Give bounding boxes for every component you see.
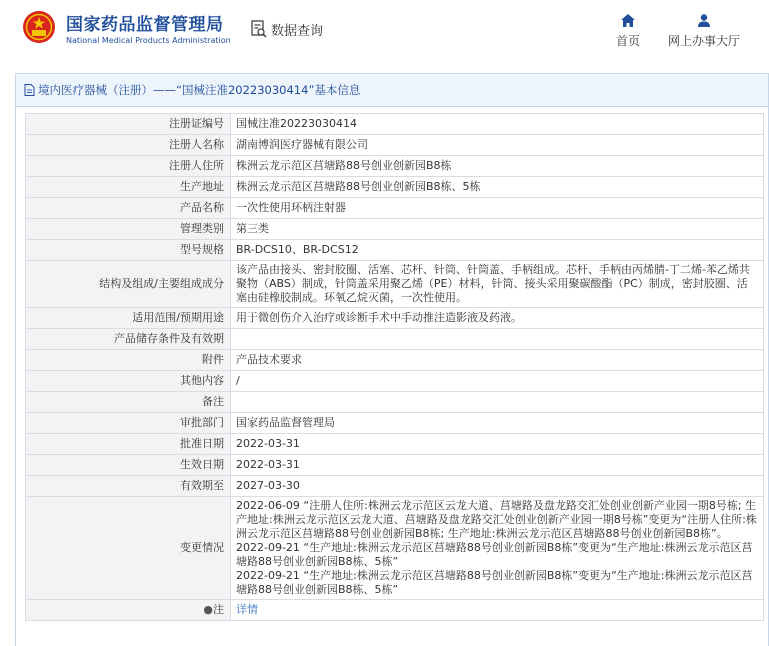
- field-label: 变更情况: [26, 497, 231, 600]
- table-row: [26, 135, 764, 156]
- field-label: 有效期至: [26, 476, 231, 497]
- field-value: 2027-03-30: [231, 476, 764, 497]
- panel-title-bar: [16, 74, 768, 107]
- table-row-changes: [26, 497, 764, 600]
- field-label: 注: [213, 603, 224, 616]
- nav-home-label: 首页: [615, 34, 640, 48]
- field-value: 国家药品监督管理局: [231, 413, 764, 434]
- document-icon: [24, 84, 35, 96]
- field-value: 国械注准20223030414: [231, 114, 764, 135]
- nav-online-service[interactable]: [664, 14, 744, 49]
- change-entry: 2022-09-21 “生产地址:株洲云龙示范区莒塘路88号创业创新园B8栋”变更为“生产地址:株洲云龙示范区莒塘路88号创业创新园B8栋、5栋”: [236, 569, 753, 596]
- table-row: [26, 308, 764, 329]
- table-row: [26, 177, 764, 198]
- nav-online-label: 网上办事大厅: [667, 34, 740, 48]
- field-value: 该产品由接头、密封胶圈、活塞、芯杆、针筒、针筒盖、手柄组成。芯杆、手柄由丙烯腈-丁二烯-苯乙烯共聚物（ABS）制成，针筒盖采用聚乙烯（PE）材料，针筒、接头采用聚碳酸酯（PC）制成，密封胶圈、活塞由硅橡胶制成。环氧乙烷灭菌，一次性使用。: [231, 261, 764, 308]
- field-label: 生效日期: [26, 455, 231, 476]
- detail-link[interactable]: 详情: [236, 603, 258, 616]
- nav-home[interactable]: [608, 14, 648, 49]
- registration-info-table: [25, 113, 764, 621]
- field-value: /: [231, 371, 764, 392]
- table-row: [26, 371, 764, 392]
- field-value: [231, 329, 764, 350]
- site-header: [0, 0, 769, 62]
- field-value: [231, 392, 764, 413]
- table-row: [26, 434, 764, 455]
- field-value: 2022-03-31: [231, 434, 764, 455]
- table-row: [26, 261, 764, 308]
- field-value: 用于微创伤介入治疗或诊断手术中手动推注造影液及药液。: [231, 308, 764, 329]
- table-row: [26, 455, 764, 476]
- field-label: 批准日期: [26, 434, 231, 455]
- table-row: [26, 413, 764, 434]
- field-label: 管理类别: [26, 219, 231, 240]
- field-label: 附件: [26, 350, 231, 371]
- table-row: [26, 350, 764, 371]
- field-value: 株洲云龙示范区莒塘路88号创业创新园B8栋、5栋: [231, 177, 764, 198]
- note-label-cell: [26, 600, 231, 621]
- data-query-link[interactable]: [251, 19, 323, 39]
- table-row: [26, 114, 764, 135]
- field-value: 2022-03-31: [231, 455, 764, 476]
- field-label: 注册人住所: [26, 156, 231, 177]
- home-icon: [621, 14, 635, 27]
- table-row: [26, 240, 764, 261]
- field-label: 生产地址: [26, 177, 231, 198]
- data-query-label: 数据查询: [271, 23, 324, 39]
- change-entry: 2022-06-09 “注册人住所:株洲云龙示范区云龙大道、莒塘路及盘龙路交汇处创业创新产业园一期8号栋; 生产地址:株洲云龙示范区云龙大道、莒塘路及盘龙路交汇处创业创新产业园一期8号栋”变更为“注册人住所:株洲云龙示范区莒塘路88号创业创新园B8栋; 生产地址:株洲云龙示范区莒塘路88号创业创新园B8栋”。: [236, 499, 757, 540]
- pin-icon: ●: [203, 603, 213, 616]
- field-label: 型号规格: [26, 240, 231, 261]
- user-icon: [697, 14, 711, 27]
- field-label: 注册人名称: [26, 135, 231, 156]
- field-label: 适用范围/预期用途: [26, 308, 231, 329]
- field-label: 产品名称: [26, 198, 231, 219]
- panel-title: 境内医疗器械（注册）——“国械注准20223030414”基本信息: [38, 83, 361, 97]
- table-row: [26, 198, 764, 219]
- field-label: 结构及组成/主要组成成分: [26, 261, 231, 308]
- emblem-icon: [22, 10, 56, 44]
- field-value: BR-DCS10、BR-DCS12: [231, 240, 764, 261]
- note-value-cell: [231, 600, 764, 621]
- table-row: [26, 219, 764, 240]
- table-row-note: [26, 600, 764, 621]
- field-label: 注册证编号: [26, 114, 231, 135]
- table-row: [26, 329, 764, 350]
- field-label: 备注: [26, 392, 231, 413]
- brand-name: 国家药品监督管理局: [66, 15, 224, 35]
- field-label: 其他内容: [26, 371, 231, 392]
- table-row: [26, 392, 764, 413]
- brand-name-english: National Medical Products Administration: [66, 36, 231, 45]
- field-label: 审批部门: [26, 413, 231, 434]
- table-row: [26, 156, 764, 177]
- field-value: 产品技术要求: [231, 350, 764, 371]
- data-query-icon: [251, 20, 267, 38]
- field-label: 产品储存条件及有效期: [26, 329, 231, 350]
- field-value: 一次性使用环柄注射器: [231, 198, 764, 219]
- change-entry: 2022-09-21 “生产地址:株洲云龙示范区莒塘路88号创业创新园B8栋”变更为“生产地址:株洲云龙示范区莒塘路88号创业创新园B8栋、5栋”: [236, 541, 753, 568]
- table-row: [26, 476, 764, 497]
- field-value: 株洲云龙示范区莒塘路88号创业创新园B8栋: [231, 156, 764, 177]
- change-history: [231, 497, 764, 600]
- field-value: 湖南博润医疗器械有限公司: [231, 135, 764, 156]
- field-value: 第三类: [231, 219, 764, 240]
- detail-panel: [15, 73, 769, 646]
